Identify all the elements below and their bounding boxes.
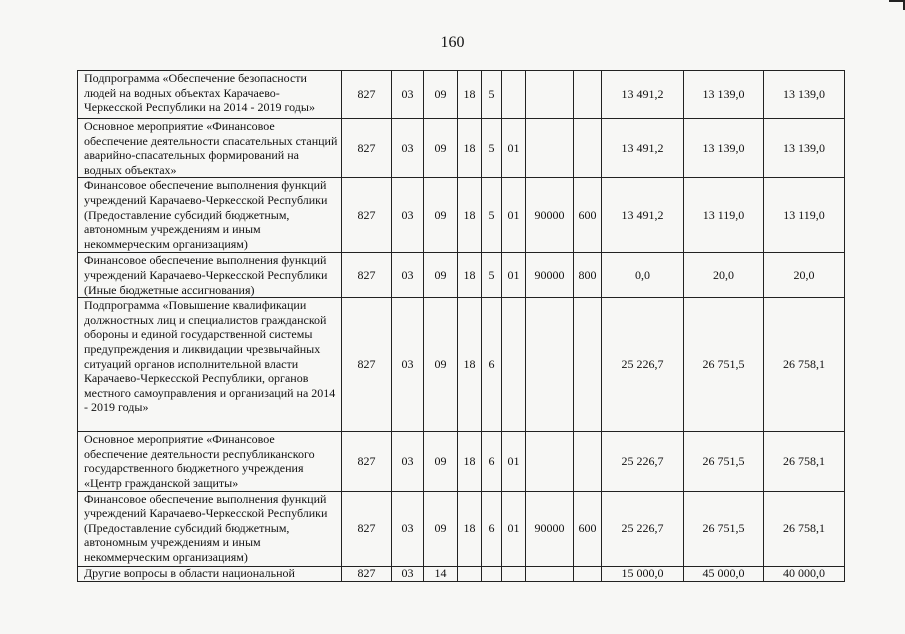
event-code: 01 [502,119,526,178]
row-name: Финансовое обеспечение выполнения функций учреждений Карачаево-Черкесской Республики (Предоставление субсидий бюджетным, автономным учреждениям и иным некоммерческим организациям) [78,178,342,253]
amount-year-2: 13 139,0 [684,119,764,178]
program-code [458,566,482,581]
section-code: 03 [392,253,424,298]
expense-type-code [574,298,602,432]
amount-year-3: 13 139,0 [764,71,845,119]
program-code: 18 [458,298,482,432]
amount-year-3: 13 119,0 [764,178,845,253]
expense-type-code [574,71,602,119]
direction-code [526,566,574,581]
event-code: 01 [502,253,526,298]
program-code: 18 [458,432,482,491]
subprogram-code: 5 [482,71,502,119]
subsection-code: 09 [424,119,458,178]
section-code: 03 [392,432,424,491]
amount-year-1: 13 491,2 [602,119,684,178]
subsection-code: 09 [424,71,458,119]
amount-year-2: 26 751,5 [684,491,764,566]
table-row [78,432,845,491]
event-code: 01 [502,491,526,566]
row-name: Финансовое обеспечение выполнения функций учреждений Карачаево-Черкесской Республики (Предоставление субсидий бюджетным, автономным учреждениям и иным некоммерческим организациям) [78,491,342,566]
amount-year-2: 26 751,5 [684,298,764,432]
subprogram-code [482,566,502,581]
amount-year-2: 13 119,0 [684,178,764,253]
event-code [502,566,526,581]
subsection-code: 14 [424,566,458,581]
row-name: Основное мероприятие «Финансовое обеспечение деятельности спасательных станций аварийно-спасательных формирований на водных объектах» [78,119,342,178]
expense-type-code [574,566,602,581]
subsection-code: 09 [424,298,458,432]
amount-year-1: 25 226,7 [602,298,684,432]
direction-code [526,432,574,491]
row-name: Подпрограмма «Обеспечение безопасности людей на водных объектах Карачаево-Черкесской Республики на 2014 - 2019 годы» [78,71,342,119]
amount-year-1: 25 226,7 [602,432,684,491]
amount-year-3: 20,0 [764,253,845,298]
expense-type-code [574,432,602,491]
ministry-code: 827 [342,566,392,581]
program-code: 18 [458,253,482,298]
amount-year-1: 0,0 [602,253,684,298]
section-code: 03 [392,491,424,566]
amount-year-1: 25 226,7 [602,491,684,566]
section-code: 03 [392,119,424,178]
amount-year-3: 13 139,0 [764,119,845,178]
budget-table-body [78,71,845,582]
amount-year-1: 13 491,2 [602,178,684,253]
ministry-code: 827 [342,119,392,178]
amount-year-2: 26 751,5 [684,432,764,491]
ministry-code: 827 [342,491,392,566]
table-row [78,491,845,566]
ministry-code: 827 [342,298,392,432]
expense-type-code [574,119,602,178]
subsection-code: 09 [424,432,458,491]
table-row [78,71,845,119]
subsection-code: 09 [424,253,458,298]
program-code: 18 [458,491,482,566]
page-number: 160 [440,34,465,51]
direction-code [526,71,574,119]
subprogram-code: 5 [482,119,502,178]
amount-year-3: 40 000,0 [764,566,845,581]
row-name: Финансовое обеспечение выполнения функций учреждений Карачаево-Черкесской Республики (Иные бюджетные ассигнования) [78,253,342,298]
ministry-code: 827 [342,432,392,491]
amount-year-3: 26 758,1 [764,298,845,432]
subprogram-code: 6 [482,491,502,566]
subsection-code: 09 [424,178,458,253]
subprogram-code: 6 [482,298,502,432]
table-row [78,119,845,178]
program-code: 18 [458,178,482,253]
event-code: 01 [502,432,526,491]
amount-year-1: 15 000,0 [602,566,684,581]
table-row [78,566,845,581]
subsection-code: 09 [424,491,458,566]
subprogram-code: 5 [482,253,502,298]
ministry-code: 827 [342,71,392,119]
row-name: Другие вопросы в области национальной [78,566,342,581]
section-code: 03 [392,71,424,119]
section-code: 03 [392,566,424,581]
amount-year-3: 26 758,1 [764,491,845,566]
expense-type-code: 600 [574,491,602,566]
amount-year-1: 13 491,2 [602,71,684,119]
section-code: 03 [392,298,424,432]
corner-scan-mark [889,0,905,10]
event-code [502,71,526,119]
amount-year-2: 20,0 [684,253,764,298]
direction-code [526,119,574,178]
direction-code: 90000 [526,178,574,253]
ministry-code: 827 [342,253,392,298]
row-name: Основное мероприятие «Финансовое обеспечение деятельности республиканского государственного бюджетного учреждения «Центр гражданской защиты» [78,432,342,491]
table-row [78,253,845,298]
expense-type-code: 800 [574,253,602,298]
ministry-code: 827 [342,178,392,253]
subprogram-code: 6 [482,432,502,491]
direction-code [526,298,574,432]
event-code: 01 [502,178,526,253]
event-code [502,298,526,432]
amount-year-3: 26 758,1 [764,432,845,491]
program-code: 18 [458,119,482,178]
amount-year-2: 13 139,0 [684,71,764,119]
direction-code: 90000 [526,491,574,566]
table-row [78,298,845,432]
section-code: 03 [392,178,424,253]
program-code: 18 [458,71,482,119]
amount-year-2: 45 000,0 [684,566,764,581]
row-name: Подпрограмма «Повышение квалификации должностных лиц и специалистов гражданской обороны и единой государственной системы предупреждения и ликвидации чрезвычайных ситуаций органов исполнительной власти Карачаево-Черкесской Республики, органов местного самоуправления и организаций на 2014 - 2019 годы» [78,298,342,432]
expense-type-code: 600 [574,178,602,253]
budget-table [77,70,845,582]
subprogram-code: 5 [482,178,502,253]
direction-code: 90000 [526,253,574,298]
table-row [78,178,845,253]
